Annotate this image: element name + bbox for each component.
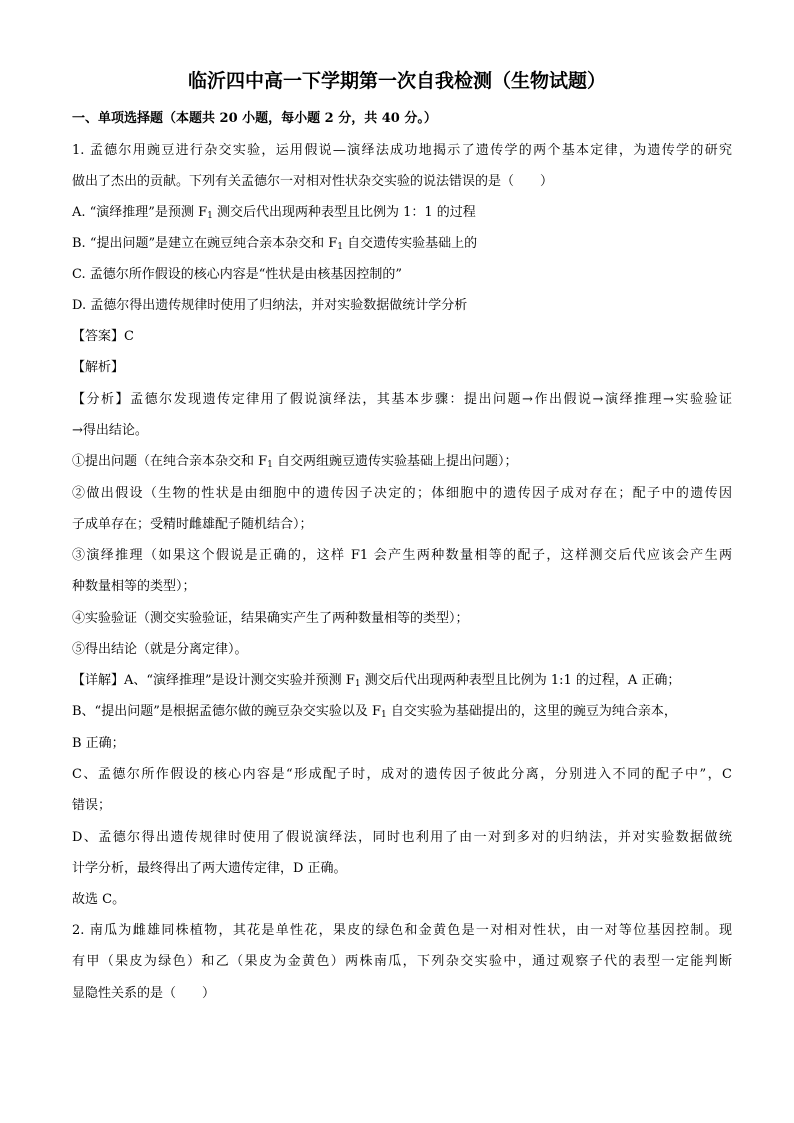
q1-step2-line2: 子成单存在；受精时雌雄配子随机结合）； — [72, 517, 313, 532]
q1-option-c: C. 孟德尔所作假设的核心内容是“性状是由核基因控制的” — [72, 267, 403, 282]
q1-step3-line1: ③演绎推理（如果这个假说是正确的，这样 F1 会产生两种数量相等的配子，这样测交后代应该会产生两 — [72, 548, 732, 563]
q1-detail-b-line2: B 正确； — [72, 736, 125, 751]
q1-detail-d-line2: 计学分析，最终得出了两大遗传定律，D 正确。 — [72, 861, 347, 876]
q1-answer: 【答案】C — [72, 329, 134, 344]
q1-step1-post: 自交两组豌豆遗传实验基础上提出问题）； — [272, 454, 518, 469]
q1-step1-pre: ①提出问题（在纯合亲本杂交和 F — [72, 454, 268, 469]
q1-detail-b — [72, 703, 732, 724]
q1-analysis-label: 【解析】 — [72, 360, 125, 375]
q1-conclusion: 故选 C。 — [72, 892, 126, 907]
q1-detail-a — [72, 672, 732, 693]
q1-option-d: D. 孟德尔得出遗传规律时使用了归纳法，并对实验数据做统计学分析 — [72, 298, 468, 313]
section-heading: 一、单项选择题（本题共 20 小题，每小题 2 分，共 40 分。） — [72, 111, 437, 126]
page-title: 临沂四中高一下学期第一次自我检测（生物试题） — [187, 70, 606, 92]
q1-detail-d-line1: D、孟德尔得出遗传规律时使用了假说演绎法，同时也利用了由一对到多对的归纳法，并对实验数据做统 — [72, 830, 732, 845]
q2-stem-line2: 有甲（果皮为绿色）和乙（果皮为金黄色）两株南瓜，下列杂交实验中，通过观察子代的表型一定能判断 — [72, 954, 732, 969]
q1-step4: ④实验验证（测交实验验证，结果确实产生了两种数量相等的类型）； — [72, 611, 469, 626]
q1-option-a-post: 测交后代出现两种表型且比例为 1：1 的过程 — [212, 205, 476, 220]
q1-detail-a-pre: 【详解】A、“演绎推理”是设计测交实验并预测 F — [72, 673, 355, 688]
subscript-1: 1 — [207, 211, 213, 221]
q1-detail-c-line1: C、孟德尔所作假设的核心内容是“形成配子时，成对的遗传因子彼此分离，分别进入不同的配子中”，C — [72, 767, 732, 782]
subscript-1: 1 — [337, 242, 343, 252]
subscript-1: 1 — [354, 679, 361, 689]
subscript-1: 1 — [381, 710, 387, 720]
q1-option-b — [72, 235, 732, 256]
q1-step3-line2: 种数量相等的类型）； — [72, 579, 196, 594]
q1-option-a — [72, 204, 732, 225]
q1-detail-b-post: 自交实验为基础提出的，这里的豌豆为纯合亲本， — [386, 704, 677, 719]
q1-analysis-line2: →得出结论。 — [72, 423, 148, 438]
q1-stem-line1: 1. 孟德尔用豌豆进行杂交实验，运用假说—演绎法成功地揭示了遗传学的两个基本定律，为遗传学的研究 — [72, 143, 732, 158]
q1-step1 — [72, 453, 732, 474]
q1-step5: ⑤得出结论（就是分离定律）。 — [72, 642, 248, 657]
q2-stem-line1: 2. 南瓜为雌雄同株植物，其花是单性花，果皮的绿色和金黄色是一对相对性状，由一对等位基因控制。现 — [72, 923, 732, 938]
q1-detail-a-post: 测交后代出现两种表型且比例为 1:1 的过程，A 正确； — [360, 673, 681, 688]
subscript-1: 1 — [267, 460, 273, 470]
q1-step2-line1: ②做出假设（生物的性状是由细胞中的遗传因子决定的；体细胞中的遗传因子成对存在；配子中的遗传因 — [72, 486, 732, 501]
q1-option-a-pre: A. “演绎推理”是预测 F — [72, 205, 208, 220]
q2-stem-line3: 显隐性关系的是（ ） — [72, 986, 216, 1001]
q1-option-b-pre: B. “提出问题”是建立在豌豆纯合亲本杂交和 F — [72, 236, 338, 251]
q1-stem-line2: 做出了杰出的贡献。下列有关孟德尔一对相对性状杂交实验的说法错误的是（ ） — [72, 174, 554, 189]
q1-detail-b-pre: B、“提出问题”是根据孟德尔做的豌豆杂交实验以及 F — [72, 704, 381, 719]
q1-detail-c-line2: 错误； — [72, 798, 112, 813]
q1-analysis-line1: 【分析】孟德尔发现遗传定律用了假说演绎法，其基本步骤：提出问题→作出假说→演绎推理→实验验证 — [72, 392, 732, 407]
q1-option-b-post: 自交遗传实验基础上的 — [343, 236, 478, 251]
